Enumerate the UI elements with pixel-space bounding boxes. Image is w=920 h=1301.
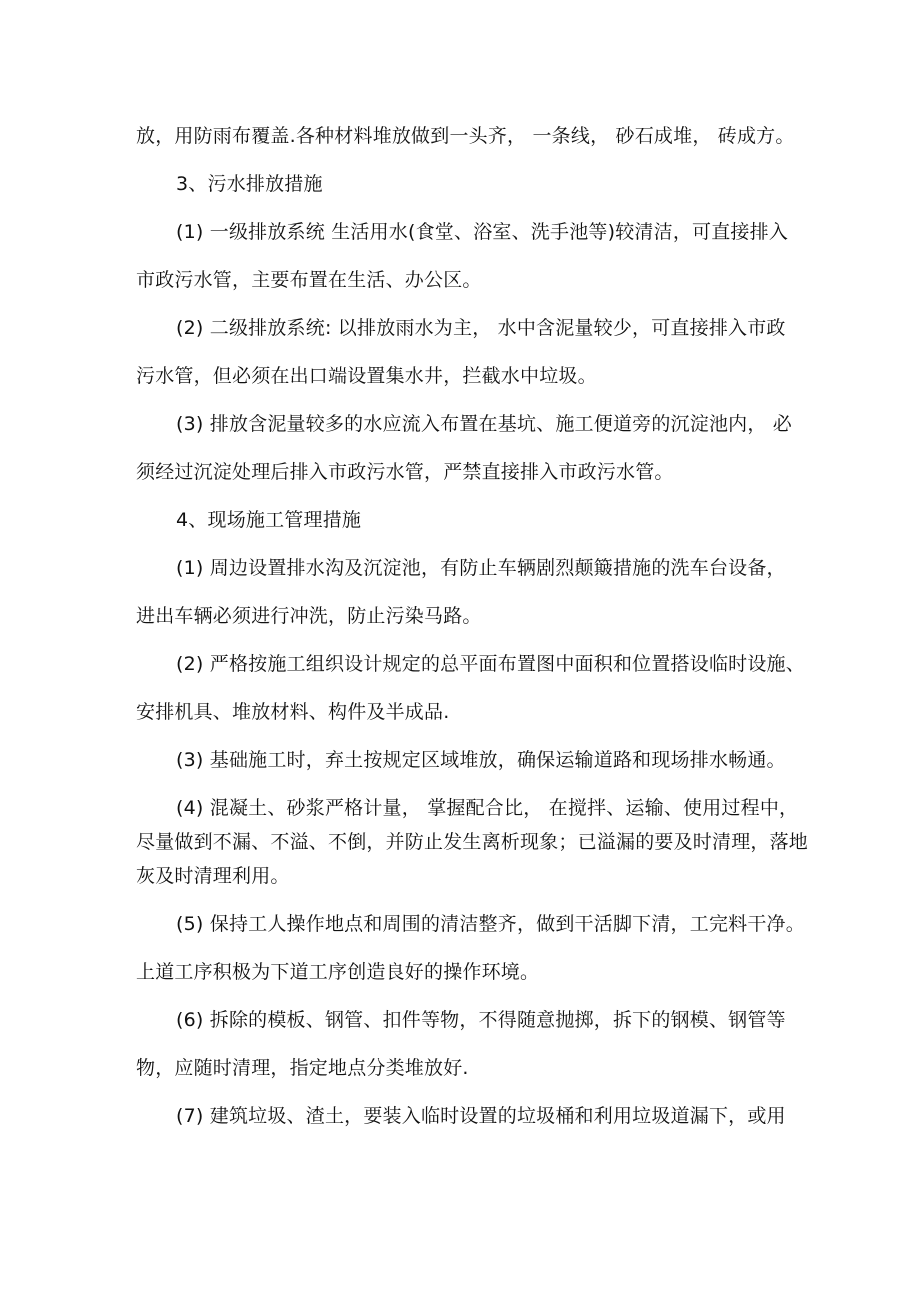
text-line: (1) 一级排放系统 生活用水(食堂、浴室、洗手池等)较清洁，可直接排入 — [176, 221, 789, 243]
heading-text: 4、现场施工管理措施 — [176, 509, 362, 531]
text-line: 污水管，但必须在出口端设置集水井，拦截水中垃圾。 — [136, 365, 597, 387]
text-line: 放，用防雨布覆盖.各种材料堆放做到一头齐， 一条线， 砂石成堆， 砖成方。 — [136, 125, 795, 147]
paragraph-site-item-1 — [136, 544, 796, 640]
text-line: 进出车辆必须进行冲洗，防止污染马路。 — [136, 605, 482, 627]
paragraph-sewage-item-2 — [136, 304, 796, 400]
text-line: 须经过沉淀处理后排入市政污水管，严禁直接排入市政污水管。 — [136, 461, 674, 483]
text-line: (5) 保持工人操作地点和周围的清洁整齐，做到干活脚下清，工完料干净。 — [176, 913, 805, 935]
text-line: 上道工序积极为下道工序创造良好的操作环境。 — [136, 961, 540, 983]
text-line: 尽量做到不漏、不溢、不倒，并防止发生离析现象；已溢漏的要及时清理，落地 — [136, 831, 809, 853]
paragraph-site-item-6 — [136, 996, 796, 1092]
text-line: (7) 建筑垃圾、渣土，要装入临时设置的垃圾桶和利用垃圾道漏下，或用 — [176, 1105, 786, 1127]
text-line: (2) 严格按施工组织设计规定的总平面布置图中面积和位置搭设临时设施、 — [176, 653, 805, 675]
text-line: 灰及时清理利用。 — [136, 865, 290, 887]
text-line: 物，应随时清理，指定地点分类堆放好. — [136, 1057, 469, 1079]
paragraph-site-item-5 — [136, 900, 805, 996]
section-heading-site-management — [136, 496, 796, 544]
paragraph-site-item-7 — [136, 1092, 796, 1140]
section-heading-sewage — [136, 160, 796, 208]
document-body — [136, 112, 809, 1140]
text-line: (6) 拆除的模板、钢管、扣件等物，不得随意抛掷，拆下的钢模、钢管等 — [176, 1009, 786, 1031]
text-line: (4) 混凝土、砂浆严格计量， 掌握配合比， 在搅拌、运输、使用过程中， — [176, 797, 799, 819]
text-line: (3) 排放含泥量较多的水应流入布置在基坑、施工便道旁的沉淀池内， 必 — [176, 413, 792, 435]
paragraph-site-item-4 — [136, 784, 809, 900]
paragraph-sewage-item-3 — [136, 400, 796, 496]
text-line: 市政污水管，主要布置在生活、办公区。 — [136, 269, 482, 291]
text-line: (2) 二级排放系统: 以排放雨水为主， 水中含泥量较少，可直接排入市政 — [176, 317, 786, 339]
paragraph-sewage-item-1 — [136, 208, 796, 304]
heading-text: 3、污水排放措施 — [176, 173, 323, 195]
text-line: (1) 周边设置排水沟及沉淀池，有防止车辆剧烈颠簸措施的洗车台设备， — [176, 557, 786, 579]
text-line: 安排机具、堆放材料、构件及半成品. — [136, 701, 450, 723]
text-line: (3) 基础施工时，弃土按规定区域堆放，确保运输道路和现场排水畅通。 — [176, 749, 786, 771]
paragraph-site-item-2 — [136, 640, 805, 736]
paragraph-site-item-3 — [136, 736, 796, 784]
paragraph-materials-stacking — [136, 112, 796, 160]
